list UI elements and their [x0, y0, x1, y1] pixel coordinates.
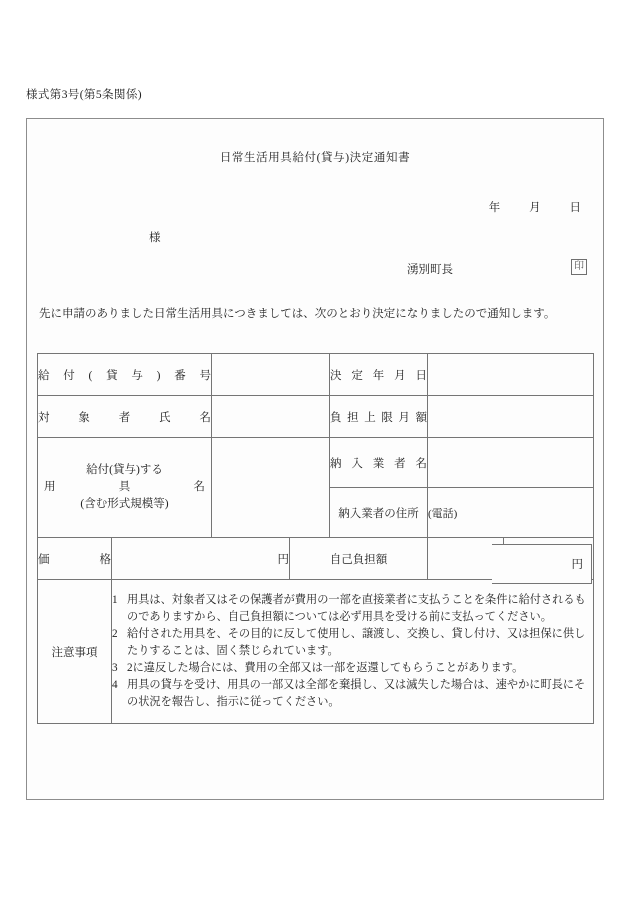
table-row-notes [38, 580, 594, 724]
intro-paragraph: 先に申請のありました日常生活用具につきましては、次のとおり決定になりましたので通知します。 [39, 308, 556, 320]
value-equipment-name[interactable] [212, 438, 330, 538]
table-row-equipment-supplier-name [38, 438, 594, 488]
issuer-name: 湧別町長 [407, 264, 453, 276]
note-item [112, 660, 593, 677]
value-supplier-name[interactable] [428, 438, 594, 488]
label-equipment-name-line3: (含む形式規模等) [80, 497, 169, 510]
value-decision-date[interactable] [428, 354, 594, 396]
note-number: 1 [112, 593, 118, 606]
note-text: 給付された用具を、その目的に反して使用し、譲渡し、交換し、貸し付け、又は担保に供したりすることは、固く禁じられています。 [127, 627, 586, 657]
seal-stamp-icon: 印 [571, 259, 587, 275]
label-self-payment: 自己負担額 [290, 538, 428, 580]
label-supplier-name: 納入業者名 [330, 438, 428, 488]
date-year-label: 年 [488, 202, 501, 214]
label-decision-date: 決定年月日 [330, 354, 428, 396]
note-number: 2 [112, 627, 118, 640]
value-grant-number[interactable] [212, 354, 330, 396]
decision-details-table [37, 353, 594, 724]
label-equipment-name-line2: 用具名 [44, 481, 206, 494]
document-frame [26, 118, 604, 800]
table-row-grant-number [38, 354, 594, 396]
label-monthly-cap: 負担上限月額 [330, 396, 428, 438]
table-row-recipient-name [38, 396, 594, 438]
date-month-label: 月 [529, 202, 541, 214]
label-price: 価格 [38, 538, 112, 580]
value-public-payment[interactable] [492, 544, 592, 584]
value-monthly-cap[interactable] [428, 396, 594, 438]
date-day-label: 日 [569, 202, 581, 214]
note-number: 4 [112, 679, 118, 692]
date-line [489, 199, 581, 215]
label-equipment-name [38, 438, 212, 538]
label-recipient-name: 対象者氏名 [38, 396, 212, 438]
label-supplier-address: 納入業者の住所 [330, 488, 428, 538]
note-item [112, 592, 593, 626]
label-notes: 注意事項 [38, 580, 112, 724]
note-item [112, 626, 593, 660]
label-grant-number: 給付(貸与)番号 [38, 354, 212, 396]
addressee-honorific: 様 [149, 232, 161, 244]
note-text: 用具は、対象者又はその保護者が費用の一部を直接業者に支払うことを条件に給付されるものでありますから、自己負担額については必ず用具を受ける前に支払ってください。 [127, 593, 586, 623]
value-supplier-address[interactable]: (電話) [428, 488, 594, 538]
label-equipment-name-line1: 給付(貸与)する [86, 464, 163, 477]
note-number: 3 [112, 662, 118, 674]
document-title: 日常生活用具給付(貸与)決定通知書 [219, 152, 411, 164]
unit-price-yen: 円 [277, 553, 290, 566]
value-recipient-name[interactable] [212, 396, 330, 438]
note-text: 2に違反した場合には、費用の全部又は一部を返還してもらうことがあります。 [127, 662, 524, 674]
value-price[interactable] [112, 538, 290, 580]
unit-public-payment-yen: 円 [571, 559, 583, 571]
form-number: 様式第3号(第5条関係) [26, 89, 142, 101]
note-item [112, 677, 593, 711]
notes-body [112, 580, 594, 724]
note-text: 用具の貸与を受け、用具の一部又は全部を棄損し、又は滅失した場合は、速やかに町長にその状況を報告し、指示に従ってください。 [127, 679, 586, 709]
